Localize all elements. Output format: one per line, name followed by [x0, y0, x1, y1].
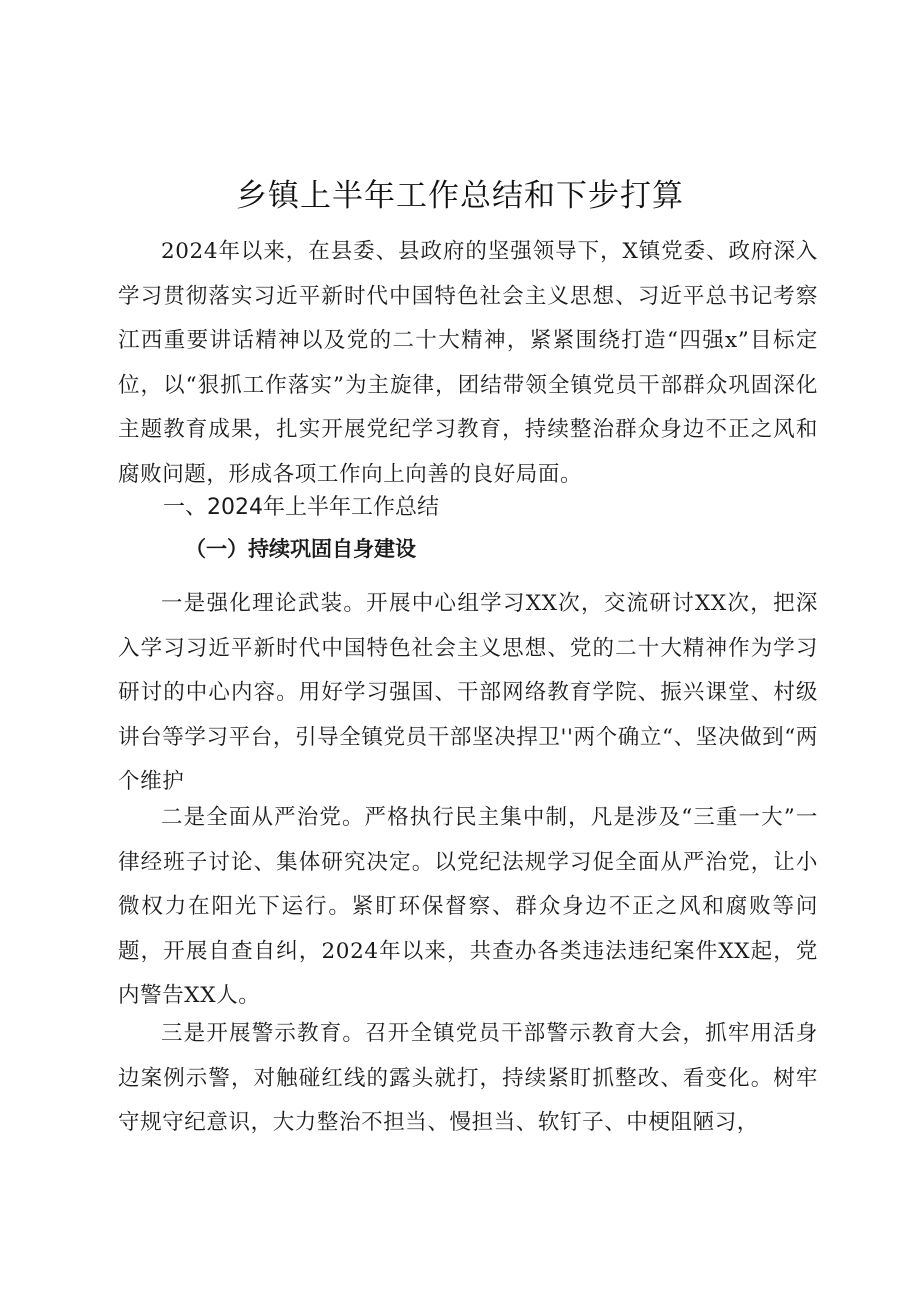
body-paragraph: 三是开展警示教育。召开全镇党员干部警示教育大会，抓牢用活身边案例示警，对触碰红线的露头就打，持续紧盯抓整改、看变化。树牢守规守纪意识，大力整治不担当、慢担当、软钉子、中梗阻陋习， [118, 1021, 818, 1135]
section-heading: 一、2024年上半年工作总结 [163, 495, 439, 520]
paragraph-block-3 [118, 1012, 818, 1146]
document-title: 乡镇上半年工作总结和下步打算 [236, 178, 684, 214]
intro-paragraph: 2024年以来，在县委、县政府的坚强领导下，X镇党委、政府深入学习贯彻落实习近平新时代中国特色社会主义思想、习近平总书记考察江西重要讲话精神以及党的二十大精神，紧紧围绕打造“四强x”目标定位，以“狠抓工作落实”为主旋律，团结带领全镇党员干部群众巩固深化主题教育成果，扎实开展党纪学习教育，持续整治群众身边不正之风和腐败问题，形成各项工作向上向善的良好局面。 [118, 239, 818, 487]
intro-section [118, 230, 818, 497]
body-paragraph: 二是全面从严治党。严格执行民主集中制，凡是涉及“三重一大”一律经班子讨论、集体研究决定。以党纪法规学习促全面从严治党，让小微权力在阳光下运行。紧盯环保督察、群众身边不正之风和腐败等问题，开展自查自纠，2024年以来，共查办各类违法违纪案件XX起，党内警告XX人。 [118, 805, 818, 1008]
paragraph-block-1 [118, 582, 818, 805]
paragraph-block-2 [118, 796, 818, 1019]
subsection-heading: （一）持续巩固自身建设 [185, 536, 416, 561]
body-paragraph: 一是强化理论武装。开展中心组学习XX次，交流研讨XX次，把深入学习习近平新时代中国特色社会主义思想、党的二十大精神作为学习研讨的中心内容。用好学习强国、干部网络教育学院、振兴课堂、村级讲台等学习平台，引导全镇党员干部坚决捍卫''两个确立“、坚决做到“两个维护 [118, 591, 818, 794]
